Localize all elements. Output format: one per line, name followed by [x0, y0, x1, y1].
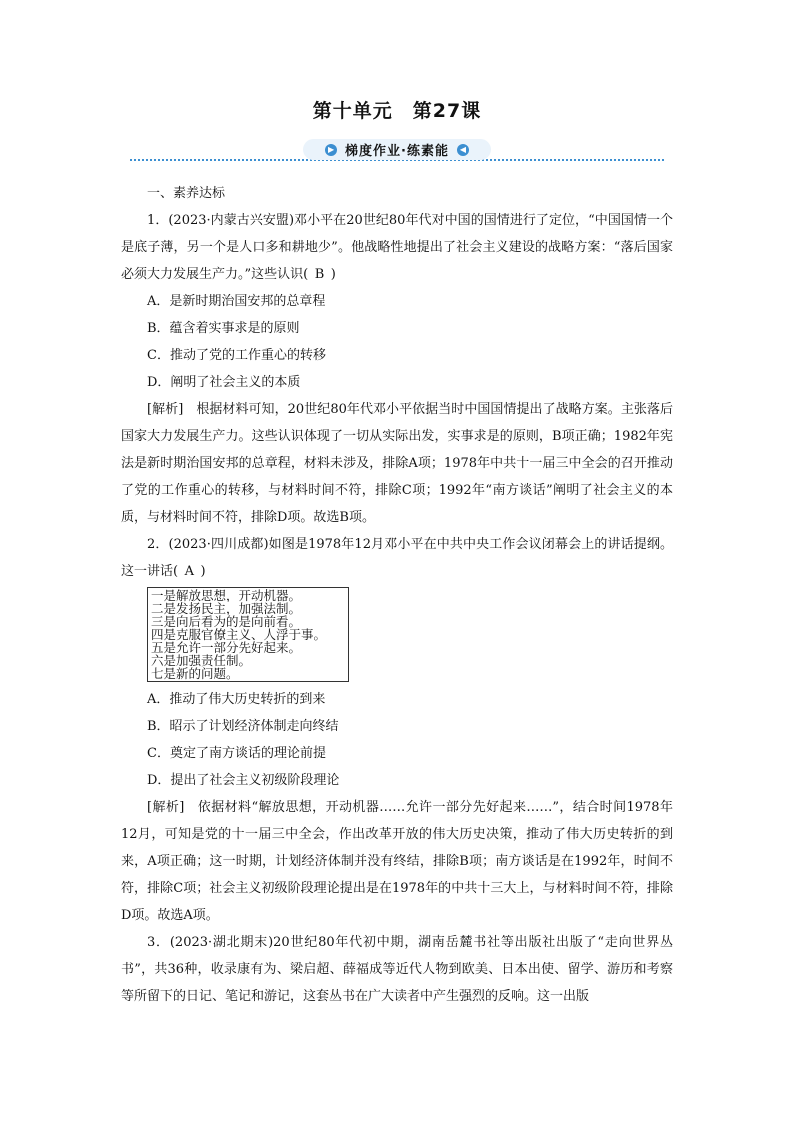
question-2-option-b: B．昭示了计划经济体制走向终结	[147, 719, 339, 734]
outline-line: 四是克服官僚主义、人浮于事。	[151, 628, 327, 641]
arrow-left-icon: ◀	[457, 144, 469, 156]
section-banner	[130, 139, 664, 161]
banner-label: 梯度作业·练素能	[345, 144, 449, 159]
question-2-option-a: A．推动了伟大历史转折的到来	[147, 692, 326, 707]
outline-line: 三是向后看为的是向前看。	[151, 615, 302, 628]
question-1-option-d: D．阐明了社会主义的本质	[147, 375, 301, 390]
outline-line: 七是新的问题。	[151, 667, 239, 680]
arrow-right-icon: ▶	[325, 144, 337, 156]
section-heading: 一、素养达标	[147, 186, 226, 201]
question-2-option-d: D．提出了社会主义初级阶段理论	[147, 773, 340, 788]
question-1-analysis: [解析] 根据材料可知，20世纪80年代邓小平依据当时中国国情提出了战略方案。主张落后国家大力发展生产力。这些认识体现了一切从实际出发，实事求是的原则，B项正确；1982年宪法是新时期治国安邦的总章程，材料未涉及，排除A项；1978年中共十一届三中全会的召开推动了党的工作重心的转移，与材料时间不符，排除C项；1992年“南方谈话”阐明了社会主义的本质，与材料时间不符，排除D项。故选B项。	[121, 402, 673, 525]
question-1-option-c: C．推动了党的工作重心的转移	[147, 348, 326, 363]
question-2-stem: 2．(2023·四川成都)如图是1978年12月邓小平在中共中央工作会议闭幕会上的讲话提纲。这一讲话( A )	[121, 537, 673, 579]
speech-outline-box	[147, 587, 349, 682]
outline-line: 一是解放思想，开动机器。	[151, 589, 302, 602]
page-title: 第十单元 第27课	[312, 100, 482, 122]
document-body	[121, 180, 673, 1010]
question-3-stem: 3．(2023·湖北期末)20世纪80年代初中期，湖南岳麓书社等出版社出版了“走向世界丛书”，共36种，收录康有为、梁启超、薛福成等近代人物到欧美、日本出使、留学、游历和考察等所留下的日记、笔记和游记，这套丛书在广大读者中产生强烈的反响。这一出版	[121, 935, 673, 1004]
question-1-option-a: A．是新时期治国安邦的总章程	[147, 294, 326, 309]
outline-line: 六是加强责任制。	[151, 654, 252, 667]
outline-line: 五是允许一部分先好起来。	[151, 641, 302, 654]
question-2-analysis: [解析] 依据材料“解放思想，开动机器……允许一部分先好起来……”，结合时间1978年12月，可知是党的十一届三中全会，作出改革开放的伟大历史决策，推动了伟大历史转折的到来，A项正确；这一时期，计划经济体制并没有终结，排除B项；南方谈话是在1992年，时间不符，排除C项；社会主义初级阶段理论提出是在1978年的中共十三大上，与材料时间不符，排除D项。故选A项。	[121, 800, 673, 923]
question-1-option-b: B．蕴含着实事求是的原则	[147, 321, 300, 336]
banner-pill	[303, 139, 491, 160]
outline-line: 二是发扬民主，加强法制。	[151, 602, 302, 615]
question-2-option-c: C．奠定了南方谈话的理论前提	[147, 746, 326, 761]
question-1-stem: 1．(2023·内蒙古兴安盟)邓小平在20世纪80年代对中国的国情进行了定位，“中国国情一个是底子薄，另一个是人口多和耕地少”。他战略性地提出了社会主义建设的战略方案：“落后国家必须大力发展生产力。”这些认识( B )	[121, 213, 673, 282]
